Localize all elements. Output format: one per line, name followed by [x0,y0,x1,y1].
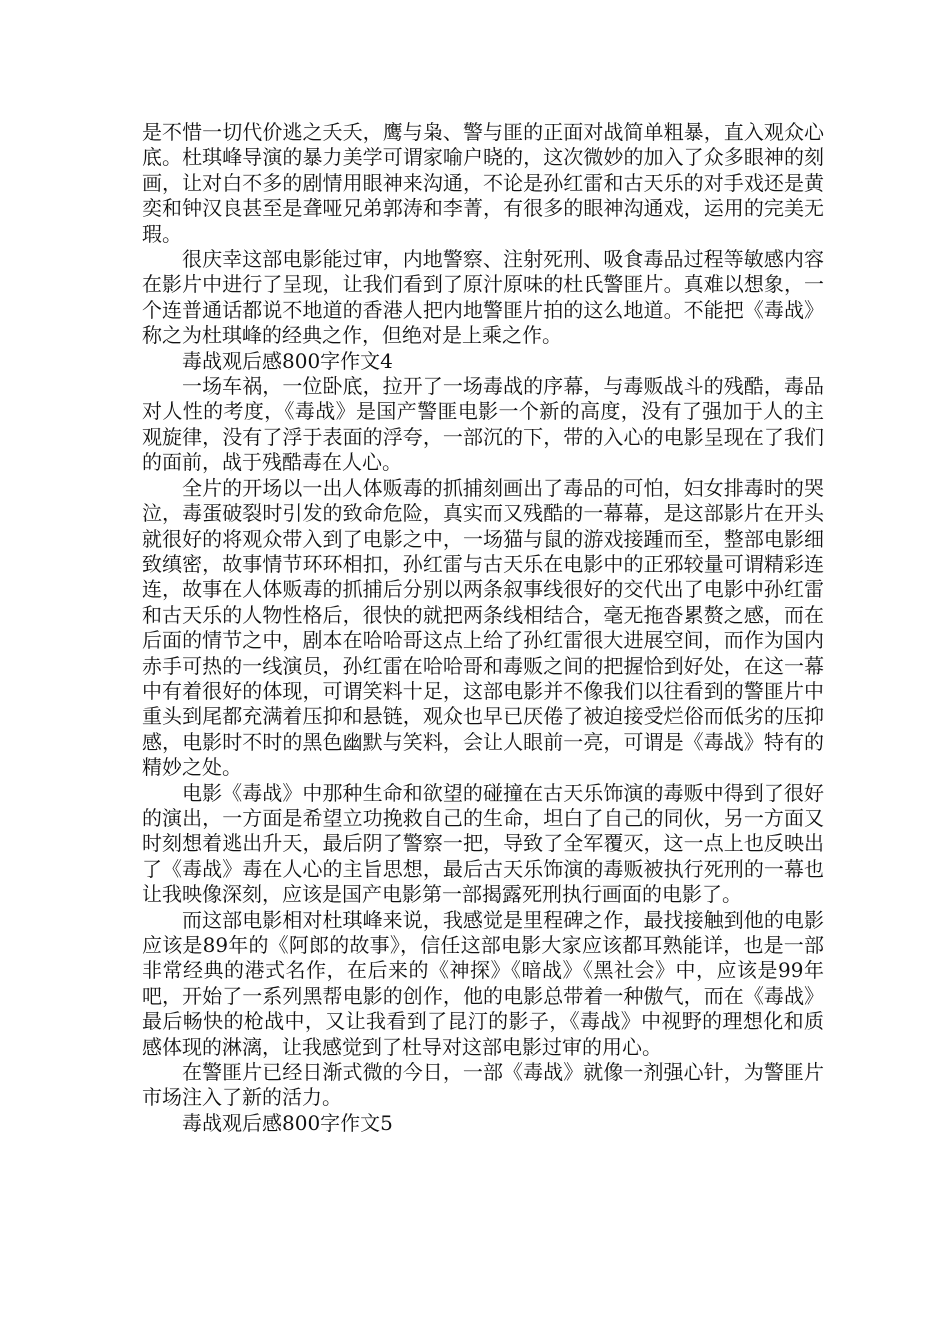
paragraph: 电影《毒战》中那种生命和欲望的碰撞在古天乐饰演的毒贩中得到了很好的演出，一方面是希望立功挽救自己的生命，坦白了自己的同伙，另一方面又时刻想着逃出升天，最后阴了警察一把，导致了全军覆灭，这一点上也反映出了《毒战》毒在人心的主旨思想，最后古天乐饰演的毒贩被执行死刑的一幕也让我映像深刻，应该是国产电影第一部揭露死刑执行画面的电影了。 [142,780,824,907]
document-page [142,120,824,1136]
paragraph: 一场车祸，一位卧底，拉开了一场毒战的序幕，与毒贩战斗的残酷，毒品对人性的考度，《毒战》是国产警匪电影一个新的高度，没有了强加于人的主观旋律，没有了浮于表面的浮夸，一部沉的下，带的入心的电影呈现在了我们的面前，战于残酷毒在人心。 [142,374,824,475]
paragraph: 全片的开场以一出人体贩毒的抓捕刻画出了毒品的可怕，妇女排毒时的哭泣，毒蛋破裂时引发的致命危险，真实而又残酷的一幕幕，是这部影片在开头就很好的将观众带入到了电影之中，一场猫与鼠的游戏接踵而至，整部电影细致缜密，故事情节环环相扣，孙红雷与古天乐在电影中的正邪较量可谓精彩连连，故事在人体贩毒的抓捕后分别以两条叙事线很好的交代出了电影中孙红雷和古天乐的人物性格后，很快的就把两条线相结合，毫无拖沓累赘之感，而在后面的情节之中，剧本在哈哈哥这点上给了孙红雷很大进展空间，而作为国内赤手可热的一线演员，孙红雷在哈哈哥和毒贩之间的把握恰到好处，在这一幕中有着很好的体现，可谓笑料十足，这部电影并不像我们以往看到的警匪片中重头到尾都充满着压抑和悬链，观众也早已厌倦了被迫接受烂俗而低劣的压抑感，电影时不时的黑色幽默与笑料，会让人眼前一亮，可谓是《毒战》特有的精妙之处。 [142,475,824,780]
paragraph: 而这部电影相对杜琪峰来说，我感觉是里程碑之作，最找接触到他的电影应该是89年的《阿郎的故事》，信任这部电影大家应该都耳熟能详，也是一部非常经典的港式名作，在后来的《神探》《暗战》《黑社会》中，应该是99年吧，开始了一系列黑帮电影的创作，他的电影总带着一种傲气，而在《毒战》最后畅快的枪战中，又让我看到了昆汀的影子，《毒战》中视野的理想化和质感体现的淋漓，让我感觉到了杜导对这部电影过审的用心。 [142,907,824,1059]
section-heading: 毒战观后感800字作文5 [182,1110,393,1135]
paragraph: 在警匪片已经日渐式微的今日，一部《毒战》就像一剂强心针，为警匪片市场注入了新的活力。 [142,1060,824,1110]
paragraph: 很庆幸这部电影能过审，内地警察、注射死刑、吸食毒品过程等敏感内容在影片中进行了呈现，让我们看到了原汁原味的杜氏警匪片。真难以想象，一个连普通话都说不地道的香港人把内地警匪片拍的这么地道。不能把《毒战》称之为杜琪峰的经典之作，但绝对是上乘之作。 [142,247,824,348]
paragraph-continued: 是不惜一切代价逃之夭夭，鹰与枭、警与匪的正面对战简单粗暴，直入观众心底。杜琪峰导演的暴力美学可谓家喻户晓的，这次微妙的加入了众多眼神的刻画，让对白不多的剧情用眼神来沟通，不论是孙红雷和古天乐的对手戏还是黄奕和钟汉良甚至是聋哑兄弟郭涛和李菁，有很多的眼神沟通戏，运用的完美无瑕。 [142,120,824,246]
section-heading: 毒战观后感800字作文4 [182,348,393,373]
